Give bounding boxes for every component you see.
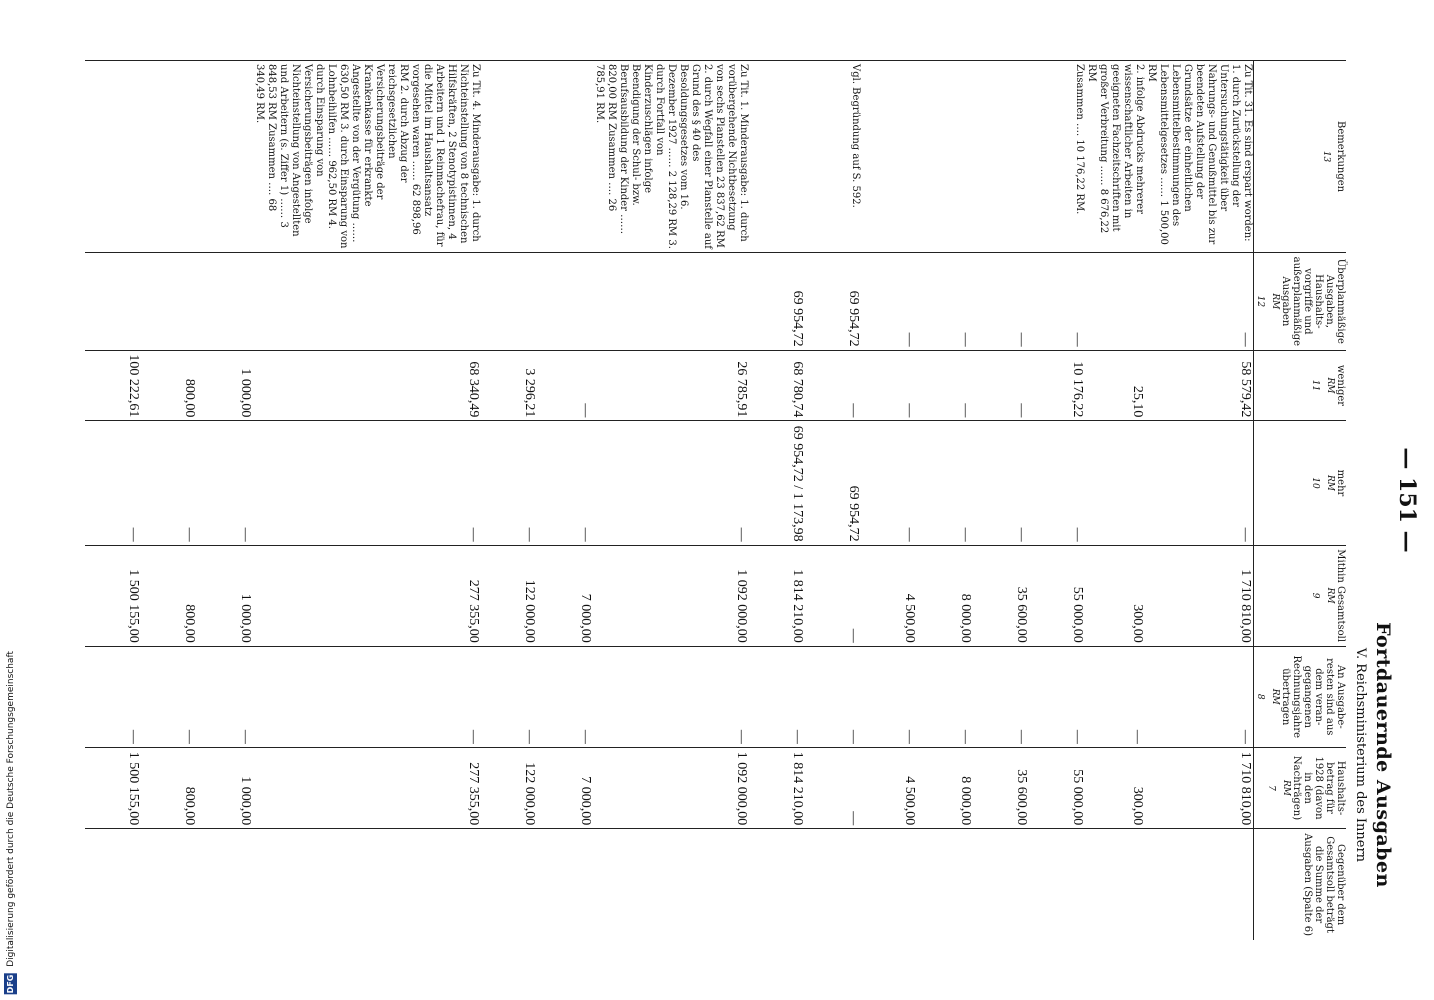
table-row <box>749 61 805 941</box>
table-row <box>593 61 749 941</box>
amount-cell: — <box>805 545 861 646</box>
header-group-note: Gegenüber dem Gesamtsoll beträgt die Summe der Ausgaben (Spalte 6) <box>1254 829 1347 940</box>
amount-cell <box>85 253 141 350</box>
amount-cell: — <box>973 253 1029 350</box>
amount-cell: 25,10 <box>1085 350 1145 421</box>
amount-cell: — <box>253 421 481 545</box>
amount-cell: 1 092 000,00 <box>593 545 749 646</box>
digitization-credit-text: Digitalisierung gefördert durch die Deutsche Forschungsgemeinschaft <box>6 650 16 967</box>
spacer-cell <box>197 829 253 940</box>
amount-cell: 26 785,91 <box>593 350 749 421</box>
table-row <box>481 61 537 941</box>
amount-cell: — <box>1029 646 1085 747</box>
amount-cell: 1 500 155,00 <box>85 747 141 828</box>
table-row <box>253 61 481 941</box>
amount-cell: — <box>917 646 973 747</box>
amount-cell: — <box>85 646 141 747</box>
spacer-cell <box>481 829 537 940</box>
table-row <box>1085 61 1145 941</box>
amount-cell: — <box>749 646 805 747</box>
amount-cell: — <box>861 646 917 747</box>
amount-cell: — <box>481 421 537 545</box>
amount-cell: — <box>593 646 749 747</box>
amount-cell: — <box>1145 421 1254 545</box>
amount-cell: — <box>1085 646 1145 747</box>
amount-cell: 1 000,00 <box>197 350 253 421</box>
remark-cell <box>141 61 197 253</box>
amount-cell: 122 000,00 <box>481 545 537 646</box>
amount-cell: 69 954,72 <box>749 253 805 350</box>
spacer-cell <box>749 829 805 940</box>
table-row <box>973 61 1029 941</box>
amount-cell: 55 000,00 <box>1029 545 1085 646</box>
amount-cell: 55 000,00 <box>1029 747 1085 828</box>
amount-cell: — <box>805 646 861 747</box>
amount-cell: — <box>197 646 253 747</box>
header-less: weniger RM 11 <box>1254 350 1347 421</box>
table-row <box>85 61 141 941</box>
amount-cell: — <box>1029 421 1085 545</box>
dfg-logo: DFG <box>6 974 15 993</box>
header-total: Mithin Gesamtsoll RM 9 <box>1254 545 1347 646</box>
amount-cell: 35 600,00 <box>973 545 1029 646</box>
amount-cell: 69 954,72 / 1 173,98 <box>749 421 805 545</box>
remark-cell <box>749 61 805 253</box>
amount-cell <box>197 253 253 350</box>
header-budget-1928: Haushalts-betrag für 1928 (davon in den Nachträgen) RM 7 <box>1254 747 1347 828</box>
amount-cell: 58 579,42 <box>1145 350 1254 421</box>
amount-cell: — <box>537 421 593 545</box>
table-row <box>197 61 253 941</box>
amount-cell: 1 092 000,00 <box>593 747 749 828</box>
amount-cell: — <box>1029 253 1085 350</box>
amount-cell: 4 500,00 <box>861 545 917 646</box>
amount-cell: 800,00 <box>141 350 197 421</box>
amount-cell: — <box>973 421 1029 545</box>
spacer-cell <box>1085 829 1145 940</box>
table-row <box>1145 61 1254 941</box>
amount-cell <box>141 253 197 350</box>
amount-cell: — <box>197 421 253 545</box>
page-title: Fortdauernde Ausgaben <box>1372 622 1394 888</box>
remark-cell: Zu Tit. 31. Es sind erspart worden: 1. durch Zurückstellung der Untersuchungstätigkeit über Nahrungs- und Genußmittel bis zur beendeten Aufstellung der Grundsätze der einheitlichen Lebensmittelbestimmungen des Lebensmittelgesetzes …… 1 500,00 RM <box>1145 61 1254 253</box>
amount-cell: — <box>861 350 917 421</box>
page-number: — 151 — <box>1394 447 1420 553</box>
amount-cell: 4 500,00 <box>861 747 917 828</box>
amount-cell: 1 710 810,00 <box>1145 545 1254 646</box>
amount-cell: — <box>973 646 1029 747</box>
amount-cell: — <box>253 646 481 747</box>
amount-cell: — <box>537 646 593 747</box>
amount-cell: 1 814 210,00 <box>749 545 805 646</box>
header-extra: Überplanmäßige Ausgaben, Haushalts-vorgriffe und außerplanmäßige Ausgaben RM 12 <box>1254 253 1347 350</box>
remark-cell <box>537 61 593 253</box>
amount-cell: 100 222,61 <box>85 350 141 421</box>
spacer-cell <box>85 829 141 940</box>
remark-cell: Zusammen …. 10 176,22 RM. <box>1029 61 1085 253</box>
amount-cell: 7 000,00 <box>537 545 593 646</box>
amount-cell: — <box>917 350 973 421</box>
amount-cell: — <box>1145 646 1254 747</box>
amount-cell: — <box>917 421 973 545</box>
amount-cell: 277 355,00 <box>253 545 481 646</box>
amount-cell <box>593 253 749 350</box>
amount-cell: 68 780,74 <box>749 350 805 421</box>
page-subtitle: V. Reichsministerium des Innern <box>1353 647 1368 863</box>
remark-cell <box>197 61 253 253</box>
spacer-cell <box>593 829 749 940</box>
amount-cell: 122 000,00 <box>481 747 537 828</box>
spacer-cell <box>973 829 1029 940</box>
remark-cell: 2. infolge Abdrucks mehrerer wissenschaftlicher Arbeiten in geeigneten Fachzeitschriften mit großer Verbreitung …… 8 676,22 RM <box>1085 61 1145 253</box>
amount-cell <box>253 253 481 350</box>
amount-cell: — <box>85 421 141 545</box>
spacer-cell <box>1029 829 1085 940</box>
amount-cell <box>1085 253 1145 350</box>
header-remarks: Bemerkungen 13 <box>1254 61 1347 253</box>
amount-cell: — <box>141 646 197 747</box>
header-carried: An Ausgabe-resten sind aus dem veran-gegangenen Rechnungsjahre übertragen RM 8 <box>1254 646 1347 747</box>
amount-cell: 1 000,00 <box>197 545 253 646</box>
spacer-cell <box>861 829 917 940</box>
remark-cell: Zu Tit. 4. Minderausgabe: 1. durch Nichteinstellung von 8 technischen Hilfskräften, 2 Stenotypistinnen, 4 Arbeitern und 1 Reinmachefrau, für die Mittel im Haushaltsansatz vorgesehen waren …… 62 898,96 RM 2. durch Abzug der reichsgesetzlichen Versicherungsbeiträge der Krankenkasse für erkrankte Angestellte von der Vergütung …… 630,50 RM 3. durch Einsparung von Lohnbeihilfen …… 962,50 RM 4. durch Einsparung von Versicherungsbeiträgen infolge Nichteinstellung von Angestellten und Arbeitern (s. Ziffer 1) …… 3 848,53 RM Zusammen …. 68 340,49 RM. <box>253 61 481 253</box>
table-row <box>141 61 197 941</box>
table-row <box>805 61 861 941</box>
amount-cell: — <box>537 350 593 421</box>
amount-cell: 8 000,00 <box>917 545 973 646</box>
remark-cell: Vgl. Begründung auf S. 592. <box>805 61 861 253</box>
spacer-cell <box>917 829 973 940</box>
table-row <box>537 61 593 941</box>
amount-cell: — <box>973 350 1029 421</box>
amount-cell: 1 500 155,00 <box>85 545 141 646</box>
amount-cell: — <box>805 747 861 828</box>
amount-cell: 69 954,72 <box>805 253 861 350</box>
remark-cell: Zu Tit. 1. Minderausgabe: 1. durch vorübergehende Nichtbesetzung von sechs Planstellen 23 837,62 RM 2. durch Wegfall einer Planstelle auf Grund des § 40 des Besoldungsgesetzes vom 16. Dezember 1927 …… 2 128,29 RM 3. durch Fortfall von Kinderzuschlägen infolge Beendigung der Schul- bzw. Berufsausbildung der Kinder …… 820,00 RM Zusammen …. 26 785,91 RM. <box>593 61 749 253</box>
header-more: mehr RM 10 <box>1254 421 1347 545</box>
amount-cell <box>481 253 537 350</box>
amount-cell: 1 710 810,00 <box>1145 747 1254 828</box>
amount-cell: 1 814 210,00 <box>749 747 805 828</box>
amount-cell: 277 355,00 <box>253 747 481 828</box>
remark-cell <box>861 61 917 253</box>
remark-cell <box>481 61 537 253</box>
amount-cell: 1 000,00 <box>197 747 253 828</box>
amount-cell: — <box>1145 253 1254 350</box>
amount-cell: — <box>805 350 861 421</box>
amount-cell: 300,00 <box>1085 545 1145 646</box>
amount-cell: 7 000,00 <box>537 747 593 828</box>
amount-cell: — <box>861 421 917 545</box>
table-row <box>917 61 973 941</box>
remark-cell <box>85 61 141 253</box>
spacer-cell <box>141 829 197 940</box>
amount-cell: 69 954,72 <box>805 421 861 545</box>
amount-cell: — <box>593 421 749 545</box>
budget-table <box>85 60 1346 940</box>
amount-cell: — <box>481 646 537 747</box>
amount-cell: 35 600,00 <box>973 747 1029 828</box>
spacer-cell <box>805 829 861 940</box>
table-body <box>85 61 1254 941</box>
header-row <box>1254 61 1347 941</box>
amount-cell: 68 340,49 <box>253 350 481 421</box>
amount-cell: — <box>861 253 917 350</box>
amount-cell: 300,00 <box>1085 747 1145 828</box>
amount-cell: — <box>917 253 973 350</box>
table-row <box>861 61 917 941</box>
table-row <box>1029 61 1085 941</box>
spacer-cell <box>1145 829 1254 940</box>
amount-cell: 8 000,00 <box>917 747 973 828</box>
amount-cell <box>537 253 593 350</box>
spacer-cell <box>537 829 593 940</box>
amount-cell: — <box>141 421 197 545</box>
spacer-cell <box>253 829 481 940</box>
amount-cell: 800,00 <box>141 747 197 828</box>
amount-cell: 3 296,21 <box>481 350 537 421</box>
amount-cell: 800,00 <box>141 545 197 646</box>
remark-cell <box>917 61 973 253</box>
amount-cell: 10 176,22 <box>1029 350 1085 421</box>
remark-cell <box>973 61 1029 253</box>
amount-cell <box>1085 421 1145 545</box>
